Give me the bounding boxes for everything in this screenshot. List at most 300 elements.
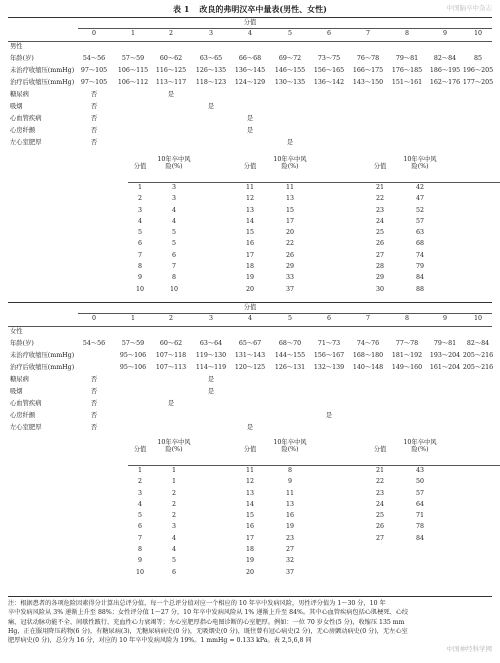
factor-value: 76～78 xyxy=(356,55,380,62)
risk-score: 20 xyxy=(245,568,255,576)
factor-row xyxy=(8,412,492,424)
risk-percent: 10 xyxy=(169,285,179,293)
risk-score: 23 xyxy=(375,206,385,214)
factor-value: 是 xyxy=(325,412,333,419)
risk-score: 24 xyxy=(375,500,385,508)
female-factor-table xyxy=(8,328,492,436)
risk-score: 29 xyxy=(375,274,385,282)
risk-row xyxy=(8,207,492,218)
risk-row xyxy=(8,229,492,240)
factor-value: 106～115 xyxy=(117,67,149,74)
risk-row xyxy=(8,195,492,206)
risk-percent: 22 xyxy=(285,240,295,248)
factor-row xyxy=(8,352,492,364)
factor-row xyxy=(8,103,492,115)
risk-score: 9 xyxy=(137,274,143,282)
factor-value: 是 xyxy=(167,91,175,98)
risk-header-row xyxy=(8,157,492,183)
factor-value: 193～204 xyxy=(429,352,461,359)
score-column-6: 6 xyxy=(326,30,332,37)
risk-header-score: 分值 xyxy=(243,163,257,170)
risk-percent: 7 xyxy=(171,263,177,271)
risk-percent: 68 xyxy=(415,240,425,248)
risk-score: 4 xyxy=(137,500,143,508)
risk-score: 14 xyxy=(245,500,255,508)
factor-row xyxy=(8,79,492,91)
risk-percent: 64 xyxy=(415,500,425,508)
risk-percent: 13 xyxy=(285,195,295,203)
risk-score: 17 xyxy=(245,534,255,542)
risk-score: 26 xyxy=(375,523,385,531)
risk-row xyxy=(8,501,492,512)
factor-row xyxy=(8,127,492,139)
factor-value: 107～113 xyxy=(155,364,187,371)
factor-value: 205～216 xyxy=(462,352,494,359)
score-header: 分值 xyxy=(243,19,257,26)
risk-percent: 37 xyxy=(285,285,295,293)
factor-value: 177～205 xyxy=(462,79,494,86)
factor-label: 治疗后收缩压(mmHg) xyxy=(10,79,75,86)
score-header-rule xyxy=(78,28,492,29)
factor-label: 未治疗收缩压(mmHg) xyxy=(10,67,75,74)
risk-percent: 17 xyxy=(285,217,295,225)
risk-percent: 6 xyxy=(171,568,177,576)
male-section-title: 男性 xyxy=(10,43,23,50)
factor-value: 71～73 xyxy=(317,340,341,347)
risk-row xyxy=(8,467,492,478)
risk-score: 15 xyxy=(245,229,255,237)
risk-score: 14 xyxy=(245,217,255,225)
risk-score: 13 xyxy=(245,489,255,497)
risk-percent: 1 xyxy=(171,478,177,486)
factor-value: 144～155 xyxy=(274,352,306,359)
risk-percent: 23 xyxy=(285,534,295,542)
score-column-0: 0 xyxy=(91,315,97,322)
risk-score: 7 xyxy=(137,251,143,259)
risk-percent: 43 xyxy=(415,467,425,474)
risk-percent: 37 xyxy=(285,568,295,576)
factor-value: 否 xyxy=(90,103,98,110)
factor-label: 左心室肥厚 xyxy=(10,424,42,431)
factor-value: 107～118 xyxy=(155,352,187,359)
risk-header-rule xyxy=(128,182,500,183)
risk-score: 24 xyxy=(375,217,385,225)
risk-row xyxy=(8,274,492,285)
factor-value: 66～68 xyxy=(238,55,262,62)
factor-value: 114～119 xyxy=(195,364,227,371)
watermark-top: 中国脑卒中杂志 xyxy=(446,4,492,12)
note-line: 注：根据患者的各项危险因素得分计算出总评分值，每一个总评分值对应一个相应的 10 年卒中发病风险，男性评分值为 1～30 分，10 年 xyxy=(8,600,386,607)
score-header-female: 分值 xyxy=(243,304,257,311)
factor-value: 126～131 xyxy=(274,364,306,371)
risk-score: 19 xyxy=(245,557,255,565)
risk-score: 10 xyxy=(135,285,145,293)
score-column-2: 2 xyxy=(168,30,174,37)
risk-percent: 1 xyxy=(171,467,177,474)
risk-score: 2 xyxy=(137,195,143,203)
factor-value: 113～117 xyxy=(155,79,187,86)
risk-percent: 88 xyxy=(415,285,425,293)
factor-value: 162～176 xyxy=(429,79,461,86)
risk-percent: 27 xyxy=(285,546,295,554)
factor-label: 心房纤颤 xyxy=(10,127,36,134)
risk-score: 1 xyxy=(137,467,143,474)
risk-percent: 5 xyxy=(171,229,177,237)
factor-value: 否 xyxy=(90,127,98,134)
factor-value: 143～150 xyxy=(352,79,384,86)
risk-percent: 20 xyxy=(285,229,295,237)
male-header-rule xyxy=(8,41,492,42)
risk-percent: 11 xyxy=(285,184,295,191)
factor-label: 年龄(岁) xyxy=(10,55,34,62)
factor-row xyxy=(8,91,492,103)
risk-header-risk: 10年卒中风险(%) xyxy=(403,156,437,170)
risk-score: 10 xyxy=(135,568,145,576)
factor-value: 85 xyxy=(473,55,483,62)
risk-row xyxy=(8,286,492,297)
factor-row xyxy=(8,400,492,412)
factor-row xyxy=(8,424,492,436)
risk-percent: 15 xyxy=(285,206,295,214)
risk-score: 18 xyxy=(245,546,255,554)
score-column-9: 9 xyxy=(442,315,448,322)
factor-value: 116～125 xyxy=(155,67,187,74)
risk-percent: 71 xyxy=(415,512,425,520)
factor-value: 否 xyxy=(90,91,98,98)
risk-percent: 16 xyxy=(285,512,295,520)
factor-value: 106～112 xyxy=(117,79,149,86)
bottom-rule xyxy=(8,596,492,597)
score-column-4: 4 xyxy=(247,315,253,322)
factor-value: 140～148 xyxy=(352,364,384,371)
factor-value: 否 xyxy=(90,424,98,431)
female-header-rule xyxy=(8,326,492,327)
factor-value: 是 xyxy=(167,400,175,407)
risk-header-score: 分值 xyxy=(243,446,257,453)
risk-row xyxy=(8,184,492,195)
risk-score: 27 xyxy=(375,251,385,259)
score-column-8: 8 xyxy=(404,315,410,322)
risk-header-score: 分值 xyxy=(373,446,387,453)
factor-label: 心血管疾病 xyxy=(10,400,42,407)
factor-label: 左心室肥厚 xyxy=(10,139,42,146)
risk-score: 30 xyxy=(375,285,385,293)
risk-header-score: 分值 xyxy=(373,163,387,170)
risk-score: 15 xyxy=(245,512,255,520)
risk-score: 25 xyxy=(375,229,385,237)
risk-percent: 19 xyxy=(285,523,295,531)
table-note xyxy=(8,599,492,645)
score-column-5: 5 xyxy=(287,30,293,37)
factor-value: 65～67 xyxy=(238,340,262,347)
factor-value: 73～75 xyxy=(317,55,341,62)
factor-value: 156～165 xyxy=(313,67,345,74)
risk-percent: 29 xyxy=(285,263,295,271)
score-column-3: 3 xyxy=(208,30,214,37)
risk-score: 22 xyxy=(375,195,385,203)
risk-percent: 3 xyxy=(171,195,177,203)
factor-value: 是 xyxy=(207,103,215,110)
factor-value: 82～84 xyxy=(466,340,490,347)
score-column-0: 0 xyxy=(91,30,97,37)
factor-value: 54～56 xyxy=(82,55,106,62)
risk-row xyxy=(8,512,492,523)
risk-score: 16 xyxy=(245,240,255,248)
score-column-2: 2 xyxy=(168,315,174,322)
factor-value: 146～155 xyxy=(274,67,306,74)
factor-value: 54～56 xyxy=(82,340,106,347)
factor-label: 糖尿病 xyxy=(10,376,29,383)
risk-row xyxy=(8,490,492,501)
risk-header-score: 分值 xyxy=(133,163,147,170)
factor-value: 136～142 xyxy=(313,79,345,86)
risk-percent: 63 xyxy=(415,229,425,237)
factor-value: 否 xyxy=(90,139,98,146)
risk-score: 4 xyxy=(137,217,143,225)
factor-value: 97～105 xyxy=(80,67,108,74)
note-line: Hg，正在服用降压药物(6 分)，有糖尿病(3)，无糖尿病病史(0 分)，无吸烟史(0 分)，既往曾有冠心病史(2 分)，无心房颤动病史(0 分)，无左心室 xyxy=(8,627,408,635)
risk-percent: 2 xyxy=(171,512,177,520)
factor-value: 57～59 xyxy=(121,340,145,347)
risk-score: 8 xyxy=(137,546,143,554)
factor-value: 205～216 xyxy=(462,364,494,371)
factor-row xyxy=(8,388,492,400)
factor-value: 118～123 xyxy=(195,79,227,86)
risk-score: 18 xyxy=(245,263,255,271)
risk-percent: 78 xyxy=(415,523,425,531)
risk-score: 21 xyxy=(375,467,385,474)
factor-value: 120～125 xyxy=(234,364,266,371)
risk-percent: 57 xyxy=(415,489,425,497)
risk-score: 12 xyxy=(245,478,255,486)
risk-percent: 6 xyxy=(171,251,177,259)
factor-value: 95～106 xyxy=(119,364,147,371)
factor-value: 136～145 xyxy=(234,67,266,74)
risk-row xyxy=(8,218,492,229)
risk-score: 11 xyxy=(245,184,255,191)
factor-row xyxy=(8,376,492,388)
factor-value: 68～70 xyxy=(278,340,302,347)
factor-value: 否 xyxy=(90,388,98,395)
factor-value: 119～130 xyxy=(195,352,227,359)
factor-value: 149～160 xyxy=(391,364,423,371)
factor-value: 82～84 xyxy=(433,55,457,62)
risk-percent: 52 xyxy=(415,206,425,214)
factor-value: 69～72 xyxy=(278,55,302,62)
score-column-4: 4 xyxy=(247,30,253,37)
factor-value: 124～129 xyxy=(234,79,266,86)
risk-score: 8 xyxy=(137,263,143,271)
risk-score: 16 xyxy=(245,523,255,531)
factor-row xyxy=(8,139,492,151)
factor-row xyxy=(8,364,492,376)
factor-value: 132～139 xyxy=(313,364,345,371)
risk-header-risk: 10年卒中风险(%) xyxy=(157,439,191,453)
risk-score: 6 xyxy=(137,240,143,248)
score-column-3: 3 xyxy=(208,315,214,322)
risk-score: 5 xyxy=(137,229,143,237)
risk-score: 21 xyxy=(375,184,385,191)
factor-value: 74～76 xyxy=(356,340,380,347)
risk-header-rule xyxy=(128,465,500,466)
risk-score: 17 xyxy=(245,251,255,259)
risk-percent: 32 xyxy=(285,557,295,565)
factor-value: 否 xyxy=(90,115,98,122)
factor-value: 186～195 xyxy=(429,67,461,74)
factor-value: 是 xyxy=(286,139,294,146)
factor-value: 是 xyxy=(207,376,215,383)
factor-value: 63～64 xyxy=(199,340,223,347)
risk-row xyxy=(8,569,492,580)
risk-score: 11 xyxy=(245,467,255,474)
risk-percent: 4 xyxy=(171,546,177,554)
risk-score: 23 xyxy=(375,489,385,497)
risk-header-risk: 10年卒中风险(%) xyxy=(403,439,437,453)
factor-label: 吸烟 xyxy=(10,103,23,110)
risk-percent: 5 xyxy=(171,240,177,248)
score-column-10: 10 xyxy=(473,30,483,37)
risk-score: 7 xyxy=(137,534,143,542)
risk-percent: 84 xyxy=(415,534,425,542)
risk-row xyxy=(8,535,492,546)
risk-score: 3 xyxy=(137,206,143,214)
risk-row xyxy=(8,523,492,534)
risk-score: 28 xyxy=(375,263,385,271)
risk-percent: 47 xyxy=(415,195,425,203)
risk-header-risk: 10年卒中风险(%) xyxy=(273,156,307,170)
risk-row xyxy=(8,478,492,489)
top-rule xyxy=(8,17,492,18)
risk-score: 27 xyxy=(375,534,385,542)
risk-percent: 5 xyxy=(171,557,177,565)
risk-percent: 33 xyxy=(285,274,295,282)
risk-percent: 9 xyxy=(287,478,293,486)
risk-percent: 3 xyxy=(171,184,177,191)
risk-header-score: 分值 xyxy=(133,446,147,453)
risk-header-risk: 10年卒中风险(%) xyxy=(273,439,307,453)
score-column-10: 10 xyxy=(473,315,483,322)
note-line: 卒中发病风险从 3% 递渐上升至 88%；女性评分值 1～27 分，10 年卒中发病风险从 1% 递渐上升至 84%。其中心血管疾病包括心肌梗死、心绞 xyxy=(8,609,409,617)
factor-value: 否 xyxy=(90,400,98,407)
factor-value: 97～105 xyxy=(80,79,108,86)
risk-score: 26 xyxy=(375,240,385,248)
factor-value: 176～185 xyxy=(391,67,423,74)
risk-score: 2 xyxy=(137,478,143,486)
factor-value: 是 xyxy=(246,115,254,122)
risk-score: 25 xyxy=(375,512,385,520)
risk-percent: 3 xyxy=(171,523,177,531)
factor-value: 151～161 xyxy=(391,79,423,86)
risk-percent: 26 xyxy=(285,251,295,259)
female-top-rule xyxy=(8,302,492,303)
score-column-7: 7 xyxy=(365,315,371,322)
risk-score: 5 xyxy=(137,512,143,520)
factor-value: 否 xyxy=(90,376,98,383)
factor-value: 166～175 xyxy=(352,67,384,74)
factor-value: 79～81 xyxy=(433,340,457,347)
factor-value: 156～167 xyxy=(313,352,345,359)
score-column-6: 6 xyxy=(326,315,332,322)
table-number: 表 1 xyxy=(173,4,190,14)
watermark-bottom: 中国神经科学网 xyxy=(446,645,492,653)
female-section-title: 女性 xyxy=(10,328,23,335)
factor-value: 是 xyxy=(246,127,254,134)
risk-percent: 8 xyxy=(287,467,293,474)
risk-score: 3 xyxy=(137,489,143,497)
factor-label: 未治疗收缩压(mmHg) xyxy=(10,352,75,359)
risk-percent: 42 xyxy=(415,184,425,191)
risk-header-risk: 10年卒中风险(%) xyxy=(157,156,191,170)
risk-score: 13 xyxy=(245,206,255,214)
risk-header-row xyxy=(8,440,492,466)
factor-value: 168～180 xyxy=(352,352,384,359)
factor-value: 60～62 xyxy=(159,340,183,347)
risk-row xyxy=(8,240,492,251)
factor-value: 是 xyxy=(207,388,215,395)
risk-percent: 84 xyxy=(415,274,425,282)
risk-percent: 4 xyxy=(171,534,177,542)
factor-value: 是 xyxy=(246,424,254,431)
risk-percent: 13 xyxy=(285,500,295,508)
risk-percent: 11 xyxy=(285,489,295,497)
risk-percent: 2 xyxy=(171,500,177,508)
risk-percent: 4 xyxy=(171,206,177,214)
factor-row xyxy=(8,115,492,127)
risk-percent: 74 xyxy=(415,251,425,259)
score-header-rule-female xyxy=(78,313,492,314)
risk-score: 22 xyxy=(375,478,385,486)
factor-value: 181～192 xyxy=(391,352,423,359)
factor-value: 63～65 xyxy=(199,55,223,62)
score-column-9: 9 xyxy=(442,30,448,37)
factor-label: 糖尿病 xyxy=(10,91,29,98)
factor-row xyxy=(8,67,492,79)
factor-value: 130～135 xyxy=(274,79,306,86)
risk-score: 1 xyxy=(137,184,143,191)
factor-label: 年龄(岁) xyxy=(10,340,34,347)
risk-row xyxy=(8,546,492,557)
male-factor-table xyxy=(8,43,492,151)
factor-value: 77～78 xyxy=(395,340,419,347)
note-line: 痛、冠状动脉功能不全、间歇性跛行、充血性心力衰竭等；左心室肥厚指心电图诊断的心室肥厚。例如：一位 70 岁女性(5 分)，收缩压 135 mm xyxy=(8,618,405,626)
score-column-1: 1 xyxy=(130,315,136,322)
score-column-1: 1 xyxy=(130,30,136,37)
factor-label: 心房纤颤 xyxy=(10,412,36,419)
risk-percent: 57 xyxy=(415,217,425,225)
risk-row xyxy=(8,557,492,568)
risk-score: 19 xyxy=(245,274,255,282)
factor-value: 60～62 xyxy=(159,55,183,62)
factor-value: 126～135 xyxy=(195,67,227,74)
factor-value: 161～204 xyxy=(429,364,461,371)
factor-row xyxy=(8,55,492,67)
risk-score: 6 xyxy=(137,523,143,531)
factor-label: 心血管疾病 xyxy=(10,115,42,122)
table-caption: 改良的弗明汉卒中量表(男性、女性) xyxy=(199,4,327,14)
male-risk-table xyxy=(8,157,492,297)
risk-percent: 8 xyxy=(171,274,177,282)
risk-score: 20 xyxy=(245,285,255,293)
factor-row xyxy=(8,340,492,352)
factor-value: 否 xyxy=(90,412,98,419)
factor-value: 95～106 xyxy=(119,352,147,359)
risk-percent: 50 xyxy=(415,478,425,486)
factor-value: 131～143 xyxy=(234,352,266,359)
risk-score: 12 xyxy=(245,195,255,203)
factor-label: 治疗后收缩压(mmHg) xyxy=(10,364,75,371)
female-risk-table xyxy=(8,440,492,580)
score-column-5: 5 xyxy=(287,315,293,322)
